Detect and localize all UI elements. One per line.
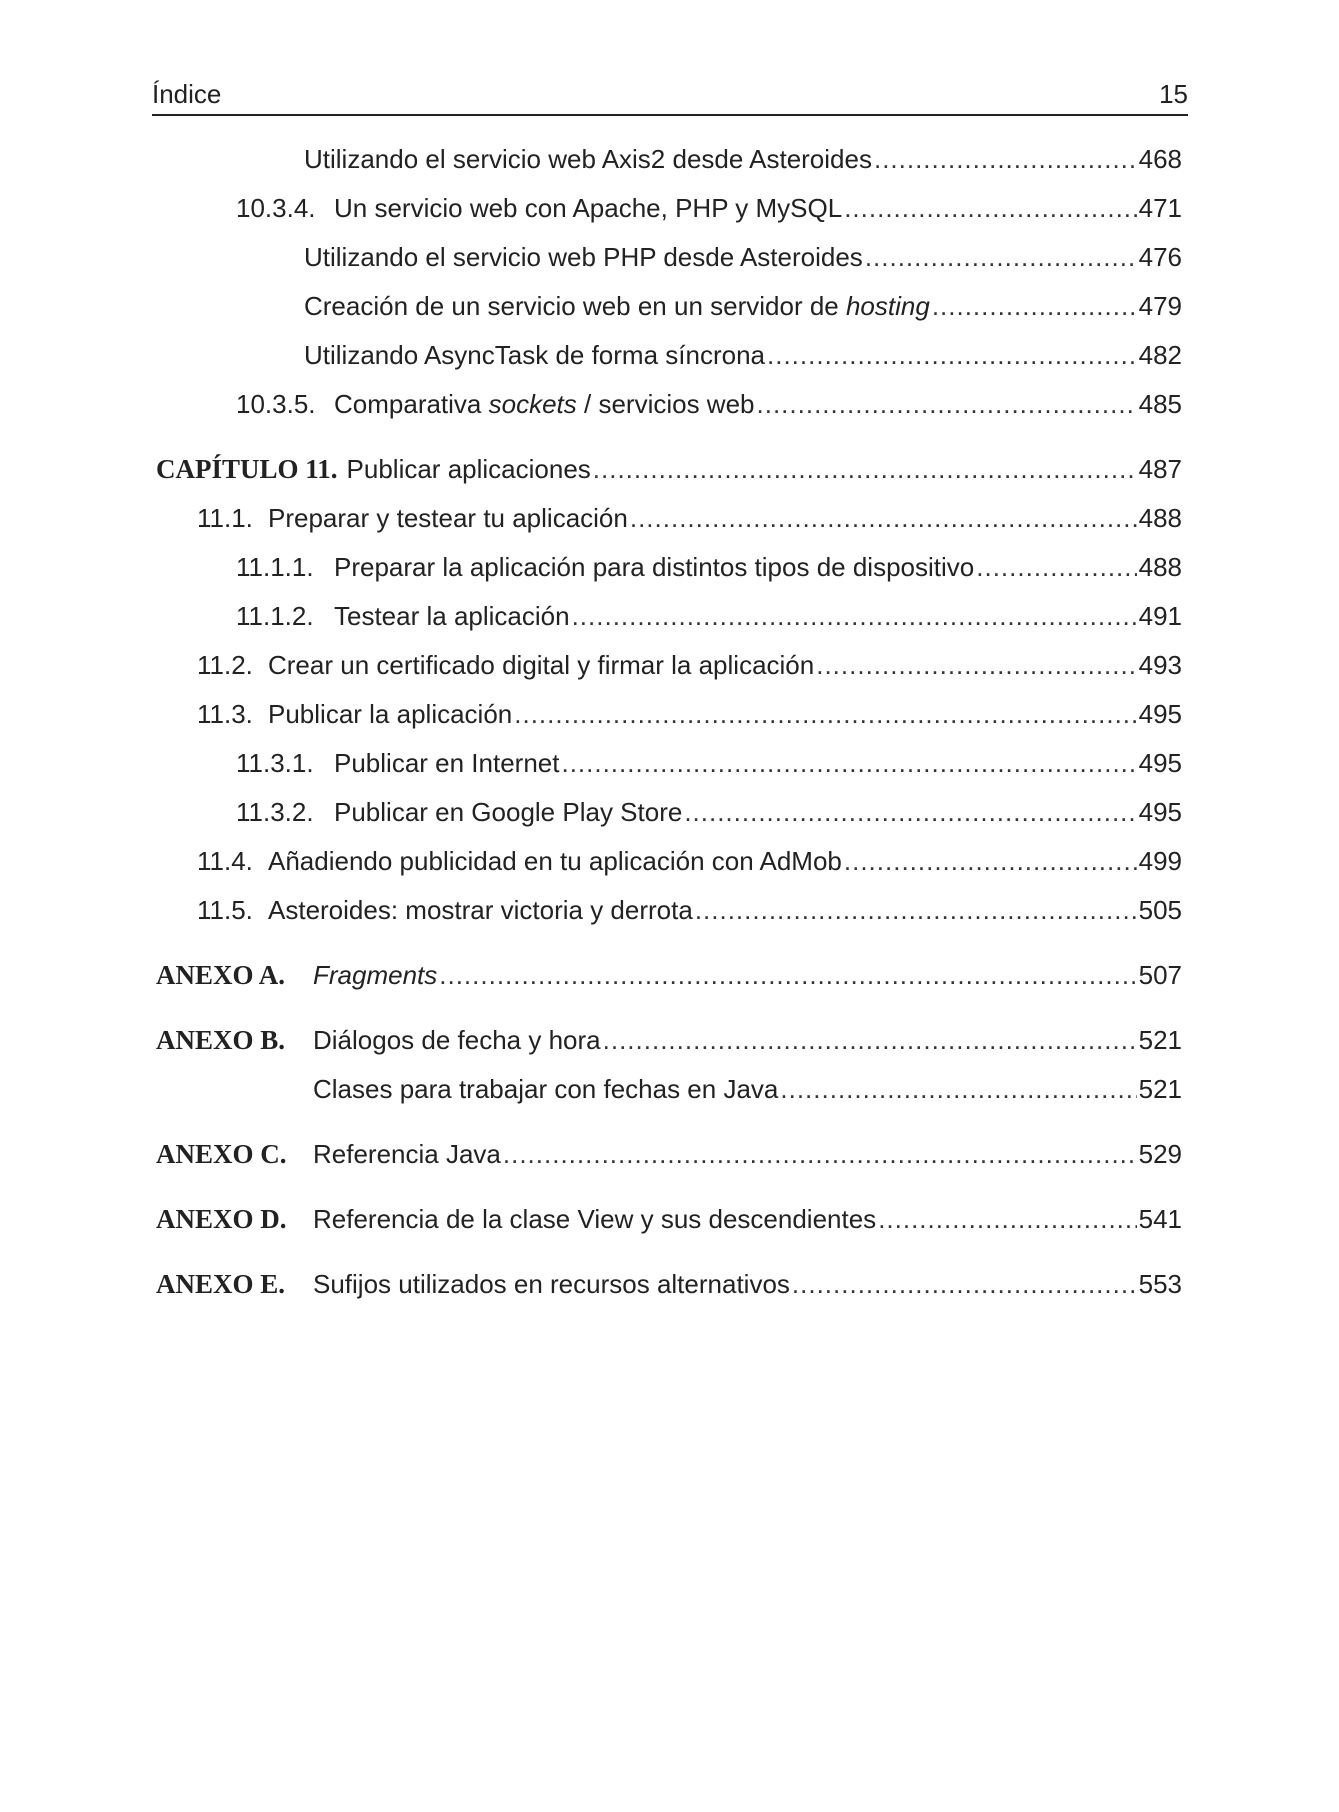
entry-page: 495 — [1138, 699, 1182, 729]
entry-page: 488 — [1138, 552, 1182, 582]
toc-entry[interactable] — [152, 135, 1188, 184]
entry-page: 482 — [1138, 340, 1182, 370]
dot-leader — [514, 690, 1136, 739]
entry-page: 499 — [1138, 846, 1182, 876]
entry-title-emphasis: Fragments — [313, 960, 438, 990]
annex-label: ANEXO A. — [156, 960, 286, 990]
toc-annex-entry[interactable] — [152, 1260, 1188, 1309]
entry-page: 479 — [1138, 291, 1182, 321]
dot-leader — [439, 951, 1136, 1000]
annex-label: ANEXO B. — [156, 1025, 286, 1055]
section-number: 11.1.2. — [236, 601, 314, 631]
entry-title: Publicar en Google Play Store — [334, 797, 683, 827]
toc-entry[interactable] — [152, 380, 1188, 429]
dot-leader — [684, 788, 1136, 837]
entry-title: Preparar la aplicación para distintos tipos de dispositivo — [334, 552, 975, 582]
entry-page: 476 — [1138, 242, 1182, 272]
entry-page: 493 — [1138, 650, 1182, 680]
dot-leader — [572, 592, 1137, 641]
annex-label: ANEXO E. — [156, 1269, 286, 1299]
dot-leader — [874, 135, 1137, 184]
entry-page: 471 — [1138, 193, 1182, 223]
toc-annex-entry[interactable] — [152, 951, 1188, 1000]
entry-title: Clases para trabajar con fechas en Java — [313, 1074, 779, 1104]
toc-entry[interactable] — [152, 886, 1188, 935]
entry-page: 529 — [1138, 1139, 1182, 1169]
toc-annex-entry[interactable] — [152, 1016, 1188, 1065]
entry-page: 491 — [1138, 601, 1182, 631]
dot-leader — [792, 1260, 1137, 1309]
entry-page: 485 — [1138, 389, 1182, 419]
toc-entry[interactable] — [152, 282, 1188, 331]
entry-page: 521 — [1138, 1074, 1182, 1104]
section-number: 10.3.5. — [236, 389, 316, 419]
toc-entry[interactable] — [152, 837, 1188, 886]
toc-entry[interactable] — [152, 739, 1188, 788]
entry-title: Diálogos de fecha y hora — [313, 1025, 601, 1055]
section-number: 11.5. — [197, 895, 253, 925]
annex-label: ANEXO C. — [156, 1139, 287, 1169]
table-of-contents — [152, 135, 1188, 1309]
toc-entry[interactable] — [152, 233, 1188, 282]
entry-page: 495 — [1138, 748, 1182, 778]
chapter-label: CAPÍTULO 11. — [156, 454, 338, 484]
entry-title-emphasis: hosting — [845, 291, 930, 321]
entry-page: 468 — [1138, 144, 1182, 174]
entry-title: Publicar la aplicación — [268, 699, 513, 729]
entry-page: 495 — [1138, 797, 1182, 827]
entry-page: 487 — [1138, 454, 1182, 484]
entry-title: Asteroides: mostrar victoria y derrota — [268, 895, 693, 925]
toc-entry[interactable] — [152, 690, 1188, 739]
entry-title: Publicar aplicaciones — [346, 454, 591, 484]
toc-entry[interactable] — [152, 184, 1188, 233]
entry-title: Creación de un servicio web en un servidor de — [304, 291, 846, 321]
toc-chapter-entry[interactable] — [152, 445, 1188, 494]
dot-leader — [695, 886, 1137, 935]
toc-entry[interactable] — [152, 543, 1188, 592]
entry-title-emphasis: sockets — [488, 389, 577, 419]
entry-title: Comparativa — [334, 389, 489, 419]
dot-leader — [603, 1016, 1137, 1065]
entry-page: 505 — [1138, 895, 1182, 925]
entry-page: 521 — [1138, 1025, 1182, 1055]
dot-leader — [561, 739, 1136, 788]
toc-entry[interactable] — [152, 641, 1188, 690]
toc-entry[interactable] — [152, 592, 1188, 641]
entry-title: Referencia Java — [313, 1139, 501, 1169]
dot-leader — [865, 233, 1137, 282]
dot-leader — [593, 445, 1137, 494]
toc-entry[interactable] — [152, 494, 1188, 543]
dot-leader — [844, 837, 1137, 886]
entry-page: 488 — [1138, 503, 1182, 533]
entry-title: Utilizando AsyncTask de forma síncrona — [304, 340, 765, 370]
toc-entry[interactable] — [152, 331, 1188, 380]
dot-leader — [976, 543, 1136, 592]
annex-label: ANEXO D. — [156, 1204, 287, 1234]
header-page-number: 15 — [1159, 79, 1188, 109]
entry-title: Utilizando el servicio web Axis2 desde Asteroides — [304, 144, 872, 174]
entry-title: Sufijos utilizados en recursos alternativos — [313, 1269, 790, 1299]
section-number: 11.4. — [197, 846, 253, 876]
section-number: 10.3.4. — [236, 193, 316, 223]
entry-title: Testear la aplicación — [334, 601, 570, 631]
section-number: 11.3.1. — [236, 748, 314, 778]
entry-title: Preparar y testear tu aplicación — [268, 503, 628, 533]
dot-leader — [932, 282, 1137, 331]
page-header — [152, 78, 1188, 116]
section-number: 11.1.1. — [236, 552, 314, 582]
toc-entry[interactable] — [152, 1065, 1188, 1114]
entry-title: Añadiendo publicidad en tu aplicación con AdMob — [268, 846, 842, 876]
entry-page: 507 — [1138, 960, 1182, 990]
section-number: 11.1. — [197, 503, 253, 533]
entry-page: 541 — [1138, 1204, 1182, 1234]
dot-leader — [844, 184, 1136, 233]
entry-page: 553 — [1138, 1269, 1182, 1299]
toc-annex-entry[interactable] — [152, 1130, 1188, 1179]
toc-annex-entry[interactable] — [152, 1195, 1188, 1244]
header-title: Índice — [152, 79, 222, 109]
entry-title: Un servicio web con Apache, PHP y MySQL — [334, 193, 843, 223]
dot-leader — [816, 641, 1136, 690]
dot-leader — [630, 494, 1137, 543]
section-number: 11.3.2. — [236, 797, 314, 827]
entry-title: Utilizando el servicio web PHP desde Asteroides — [304, 242, 863, 272]
entry-title: Crear un certificado digital y firmar la aplicación — [268, 650, 815, 680]
section-number: 11.3. — [197, 699, 253, 729]
dot-leader — [878, 1195, 1136, 1244]
dot-leader — [503, 1130, 1137, 1179]
dot-leader — [780, 1065, 1136, 1114]
section-number: 11.2. — [197, 650, 253, 680]
entry-title-rest: / servicios web — [576, 389, 755, 419]
dot-leader — [757, 380, 1137, 429]
entry-title: Referencia de la clase View y sus descendientes — [313, 1204, 877, 1234]
entry-title: Publicar en Internet — [334, 748, 560, 778]
toc-entry[interactable] — [152, 788, 1188, 837]
dot-leader — [767, 331, 1137, 380]
